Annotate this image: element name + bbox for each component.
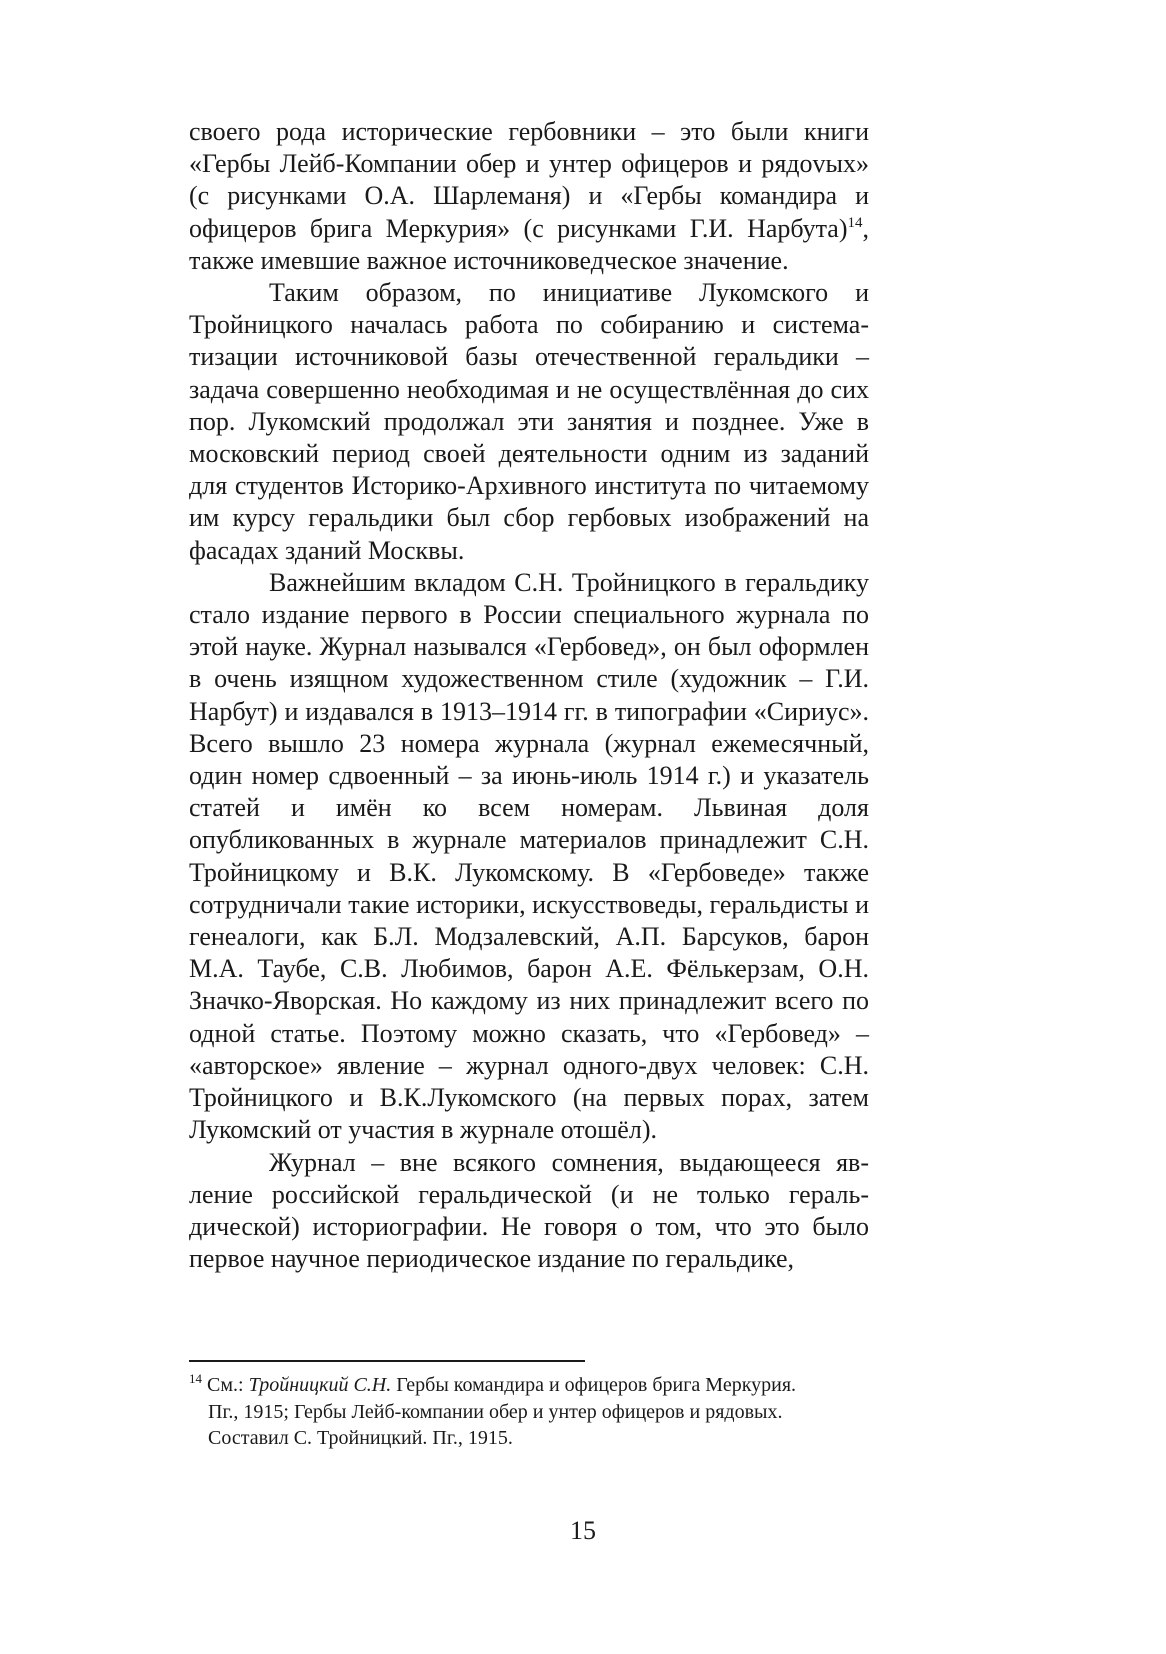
footnote [189, 1372, 869, 1452]
paragraph-2: Таким образом, по инициативе Лукомского и Тройницкого началась работа по собиранию и систематизации источниковой базы отечественной геральдики – задача совершенно необходимая и не осуществлённая до сих пор. Лукомский продолжал эти занятия и позднее. Уже в московский период своей деятельности одним из заданий для студентов Историко-Архивного института по читаемому им курсу геральдики был сбор гербовых изображений на фасадах зданий Москвы. [189, 278, 869, 565]
paragraph-1-text-a: своего рода исторические гербовники – это были книги «Гербы Лейб-Компании обер и унтер офицеров и рядоvых» (с рисунками О.А. Шарлеманя) и «Гербы командира и офицеров брига Меркурия» (с рисунками Г.И. Нарбута) [189, 117, 869, 243]
page-number: 15 [570, 1516, 596, 1545]
footnote-author: Тройницкий С.Н. [248, 1374, 392, 1396]
footnote-prefix: См.: [202, 1374, 249, 1396]
paragraph-3: Важнейшим вкладом С.Н. Тройницкого в геральдику стало издание первого в России специального журнала по этой науке. Журнал назывался «Гербовед», он был оформлен в очень изящном художественном стиле (художник – Г.И. Нарбут) и издавался в 1913–1914 гг. в типографии «Сириус». Всего вышло 23 номера журнала (журнал ежемесячный, один номер сдвоенный – за июнь-июль 1914 г.) и указатель статей и имён ко всем номерам. Львиная доля опубликованных в журнале материалов принадлежит С.Н. Тройницкому и В.К. Лукомскому. В «Гербоведе» также сотрудничали такие историки, искусствоведы, геральдисты и генеалоги, как Б.Л. Модзалевский, А.П. Барсуков, барон М.А. Таубе, С.В. Любимов, барон А.Е. Фёлькерзам, О.Н. Значко-Яворская. Но каждому из них принадлежит всего по одной статье. Поэтому можно сказать, что «Гербовед» – «авторское» явление – журнал одного-двух человек: С.Н. Тройницкого и В.К.Лукомского (на первых порах, затем Лукомский от участия в журнале отошёл). [189, 567, 869, 1145]
footnote-line-2: Пг., 1915; Гербы Лейб-компании обер и унтер офицеров и рядовых. [208, 1400, 783, 1423]
paragraph-1-text-b: , также имевшие важное источниковедческое значение. [189, 213, 869, 275]
paragraph-4: Журнал – вне всякого сомнения, выдающееся явление российской геральдической (и не только геральдической) историографии. Не говоря о том, что это было первое научное периодическое издание по геральдике, [189, 1147, 869, 1274]
footnote-line-1-rest: Гербы командира и офицеров брига Меркурия. [391, 1374, 797, 1396]
main-text [189, 116, 869, 1275]
footnote-reference: 14 [847, 214, 863, 231]
paragraph-1 [189, 116, 869, 277]
footnote-separator [189, 1360, 585, 1362]
footnote-marker: 14 [189, 1371, 202, 1386]
footnote-line-3: Составил С. Тройницкий. Пг., 1915. [208, 1427, 513, 1449]
footnote-line-1 [189, 1372, 869, 1399]
